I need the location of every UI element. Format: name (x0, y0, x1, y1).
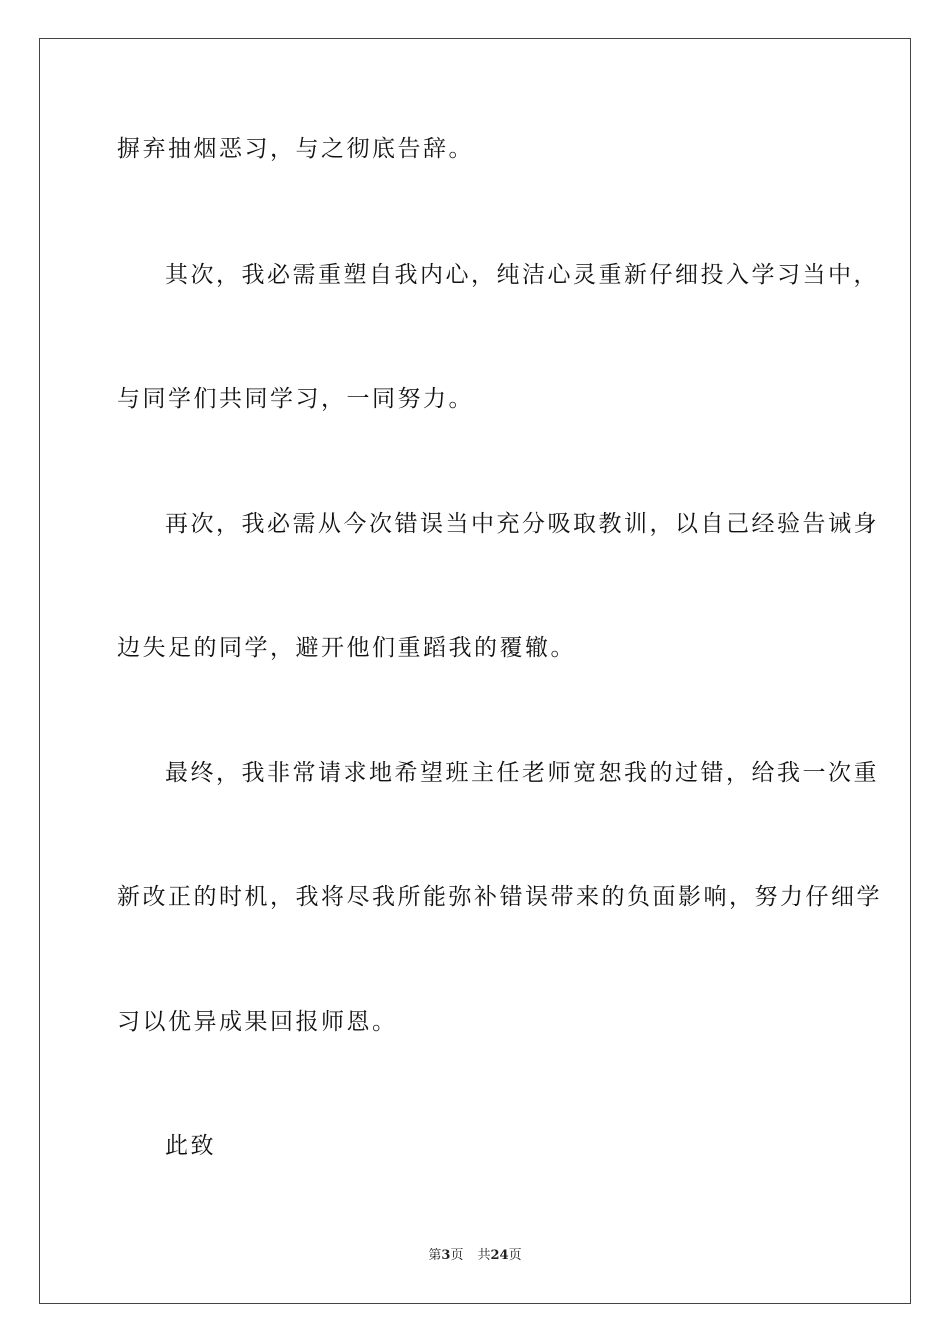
text-line-3: 与同学们共同学习，一同努力。 (117, 386, 474, 412)
text-line-1: 摒弃抽烟恶习，与之彻底告辞。 (117, 136, 474, 162)
text-line-8: 习以优异成果回报师恩。 (117, 1009, 398, 1035)
total-pages: 24 (490, 1248, 509, 1263)
closing-salutation: 此致 (165, 1133, 216, 1159)
text-line-5: 边失足的同学，避开他们重蹈我的覆辙。 (117, 635, 576, 661)
page-suffix: 页 (450, 1248, 464, 1263)
text-line-6: 最终，我非常请求地希望班主任老师宽恕我的过错，给我一次重 (165, 760, 879, 786)
total-suffix: 页 (508, 1248, 522, 1263)
text-line-2: 其次，我必需重塑自我内心，纯洁心灵重新仔细投入学习当中， (165, 262, 879, 288)
text-line-4: 再次，我必需从今次错误当中充分吸取教训，以自己经验告诫身 (165, 511, 879, 537)
page-border (39, 38, 911, 1304)
text-line-7: 新改正的时机，我将尽我所能弥补错误带来的负面影响，努力仔细学 (117, 884, 882, 910)
page-prefix: 第 (428, 1248, 442, 1263)
page-footer (0, 1247, 950, 1265)
page-number: 3 (441, 1248, 451, 1263)
total-prefix: 共 (477, 1248, 491, 1263)
